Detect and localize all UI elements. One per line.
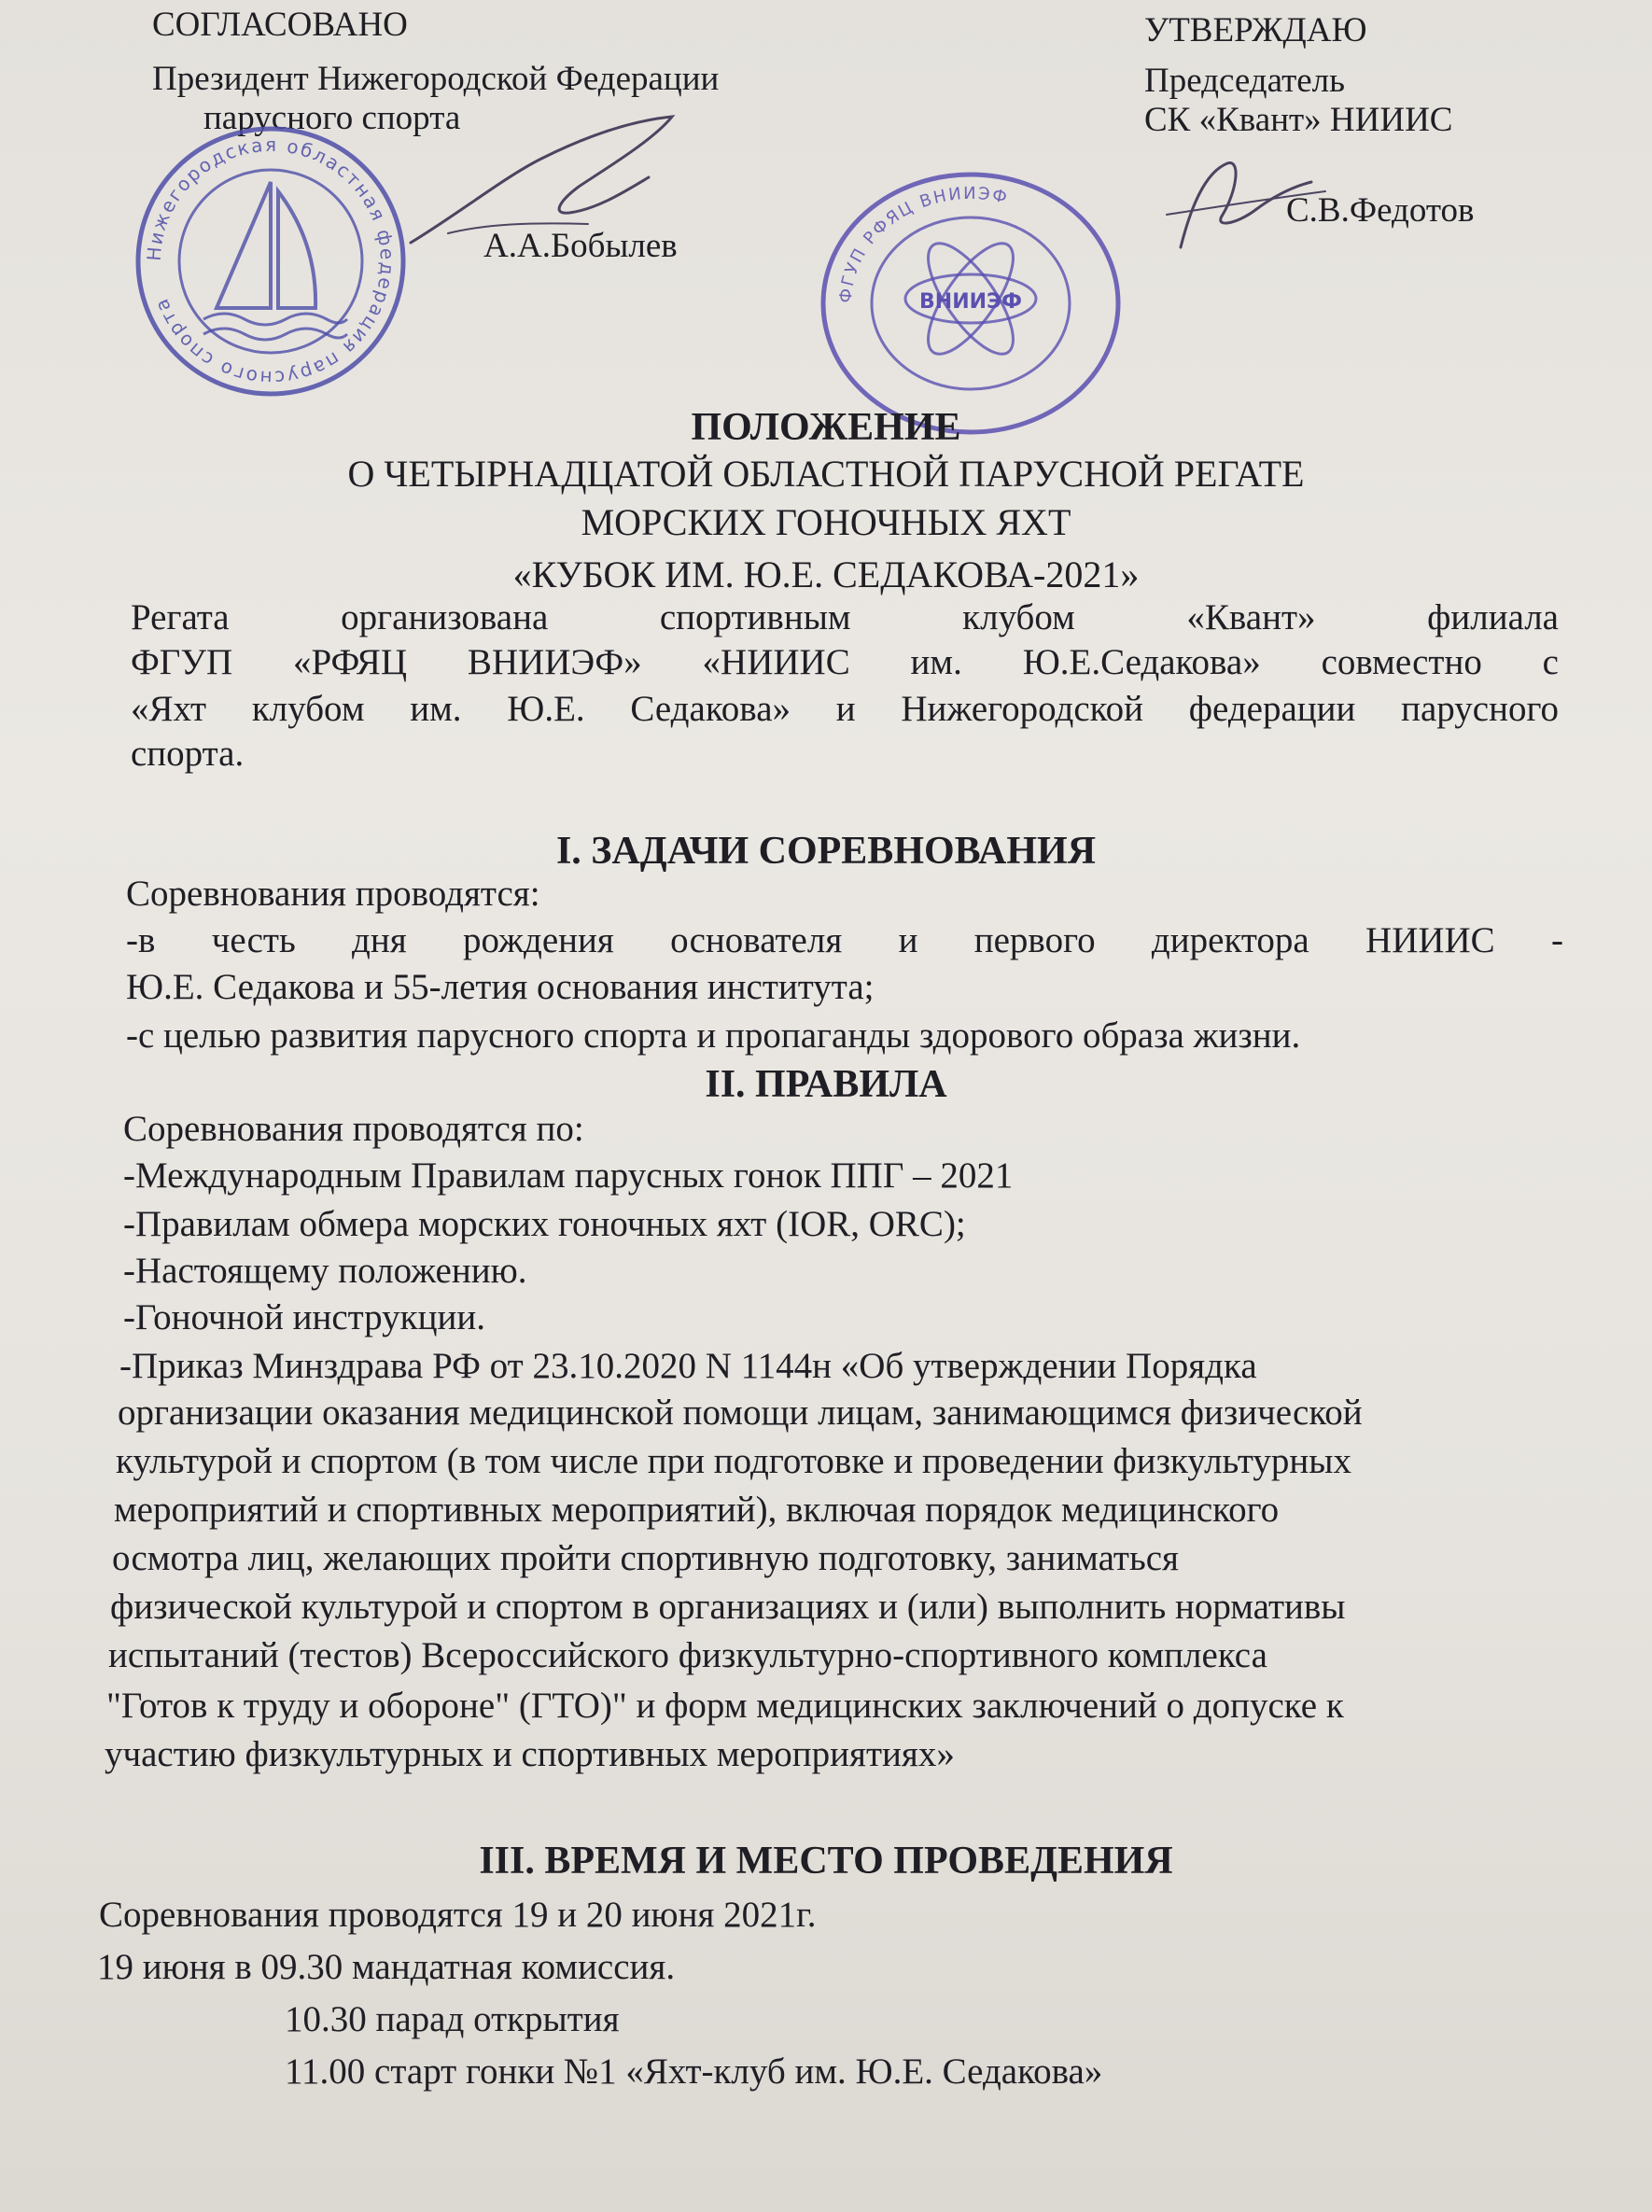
section-2-line: участию физкультурных и спортивных мероприятиях» xyxy=(105,1734,955,1774)
institute-stamp-center: ВНИИЭФ xyxy=(919,290,1022,314)
intro-line-4: спорта. xyxy=(131,734,245,774)
approval-right-position-line1: Председатель xyxy=(1144,62,1346,100)
intro-line-1: Регата организована спортивным клубом «Квант» филиала xyxy=(131,597,1559,637)
approval-left-position-line2: парусного спорта xyxy=(203,99,461,137)
section-2-line: физической культурой и спортом в организациях и (или) выполнить нормативы xyxy=(110,1587,1346,1627)
approval-left-name: А.А.Бобылев xyxy=(483,227,678,265)
document-title-line4: «КУБОК ИМ. Ю.Е. СЕДАКОВА-2021» xyxy=(512,553,1140,595)
document-title: ПОЛОЖЕНИЕ xyxy=(691,406,961,449)
section-2-line: -Гоночной инструкции. xyxy=(123,1297,485,1337)
section-1-line: -в честь дня рождения основателя и первого директора НИИИС - xyxy=(126,920,1563,960)
section-2-line: -Международным Правилам парусных гонок ППГ – 2021 xyxy=(123,1155,1014,1196)
section-3-line: 11.00 старт гонки №1 «Яхт-клуб им. Ю.Е. Седакова» xyxy=(285,2051,1103,2092)
section-3-line: 10.30 парад открытия xyxy=(285,1999,620,2039)
section-3-heading: III. ВРЕМЯ И МЕСТО ПРОВЕДЕНИЯ xyxy=(479,1840,1173,1883)
approval-right-position-line2: СК «Квант» НИИИС xyxy=(1144,101,1453,139)
left-signature xyxy=(392,103,700,261)
approval-right-name: С.В.Федотов xyxy=(1286,191,1475,230)
intro-line-2: ФГУП «РФЯЦ ВНИИЭФ» «НИИИС им. Ю.Е.Седакова» совместно с xyxy=(131,642,1559,682)
approval-right-title: УТВЕРЖДАЮ xyxy=(1144,11,1367,49)
section-2-line: мероприятий и спортивных мероприятий), включая порядок медицинского xyxy=(114,1490,1280,1530)
right-signature xyxy=(1153,135,1339,275)
document-title-line3: МОРСКИХ ГОНОЧНЫХ ЯХТ xyxy=(581,501,1071,543)
institute-stamp-text: ФГУП РФЯЦ ВНИИЭФ xyxy=(835,183,1011,304)
section-2-line: организации оказания медицинской помощи лицам, занимающимся физической xyxy=(118,1393,1363,1433)
section-1-heading: I. ЗАДАЧИ СОРЕВНОВАНИЯ xyxy=(555,830,1097,873)
federation-stamp xyxy=(131,121,411,401)
section-2-line: испытаний (тестов) Всероссийского физкультурно-спортивного комплекса xyxy=(108,1635,1267,1675)
section-2-line: осмотра лиц, желающих пройти спортивную подготовку, заниматься xyxy=(112,1538,1179,1578)
intro-line-3: «Яхт клубом им. Ю.Е. Седакова» и Нижегородской федерации парусного xyxy=(131,689,1559,729)
section-2-line: культурой и спортом (в том числе при подготовке и проведении физкультурных xyxy=(116,1441,1351,1481)
section-2-line: -Правилам обмера морских гоночных яхт (IOR, ORC); xyxy=(123,1204,966,1244)
section-2-line: Соревнования проводятся по: xyxy=(123,1109,584,1149)
section-2-line: -Приказ Минздрава РФ от 23.10.2020 N 1144н «Об утверждении Порядка xyxy=(119,1346,1257,1386)
institute-stamp xyxy=(812,168,1129,439)
section-3-line: 19 июня в 09.30 мандатная комиссия. xyxy=(97,1947,676,1987)
section-1-line: Ю.Е. Седакова и 55-летия основания института; xyxy=(126,967,875,1007)
svg-text:ФГУП РФЯЦ ВНИИЭФ xyxy=(836,184,1011,303)
federation-stamp-text: Нижегородская областная федерация парусного спорта xyxy=(142,133,399,390)
section-1-line: Соревнования проводятся: xyxy=(126,874,540,914)
section-2-heading: II. ПРАВИЛА xyxy=(705,1063,947,1106)
document-title-line2: О ЧЕТЫРНАДЦАТОЙ ОБЛАСТНОЙ ПАРУСНОЙ РЕГАТЕ xyxy=(347,453,1305,495)
section-1-line: -с целью развития парусного спорта и пропаганды здорового образа жизни. xyxy=(126,1015,1301,1056)
approval-left-position-line1: Президент Нижегородской Федерации xyxy=(152,60,720,98)
approval-left-title: СОГЛАСОВАНО xyxy=(152,6,408,44)
section-2-line: -Настоящему положению. xyxy=(123,1251,527,1291)
section-3-line: Соревнования проводятся 19 и 20 июня 2021г. xyxy=(99,1895,817,1935)
section-2-line: "Готов к труду и обороне" (ГТО)" и форм медицинских заключений о допуске к xyxy=(106,1686,1344,1726)
